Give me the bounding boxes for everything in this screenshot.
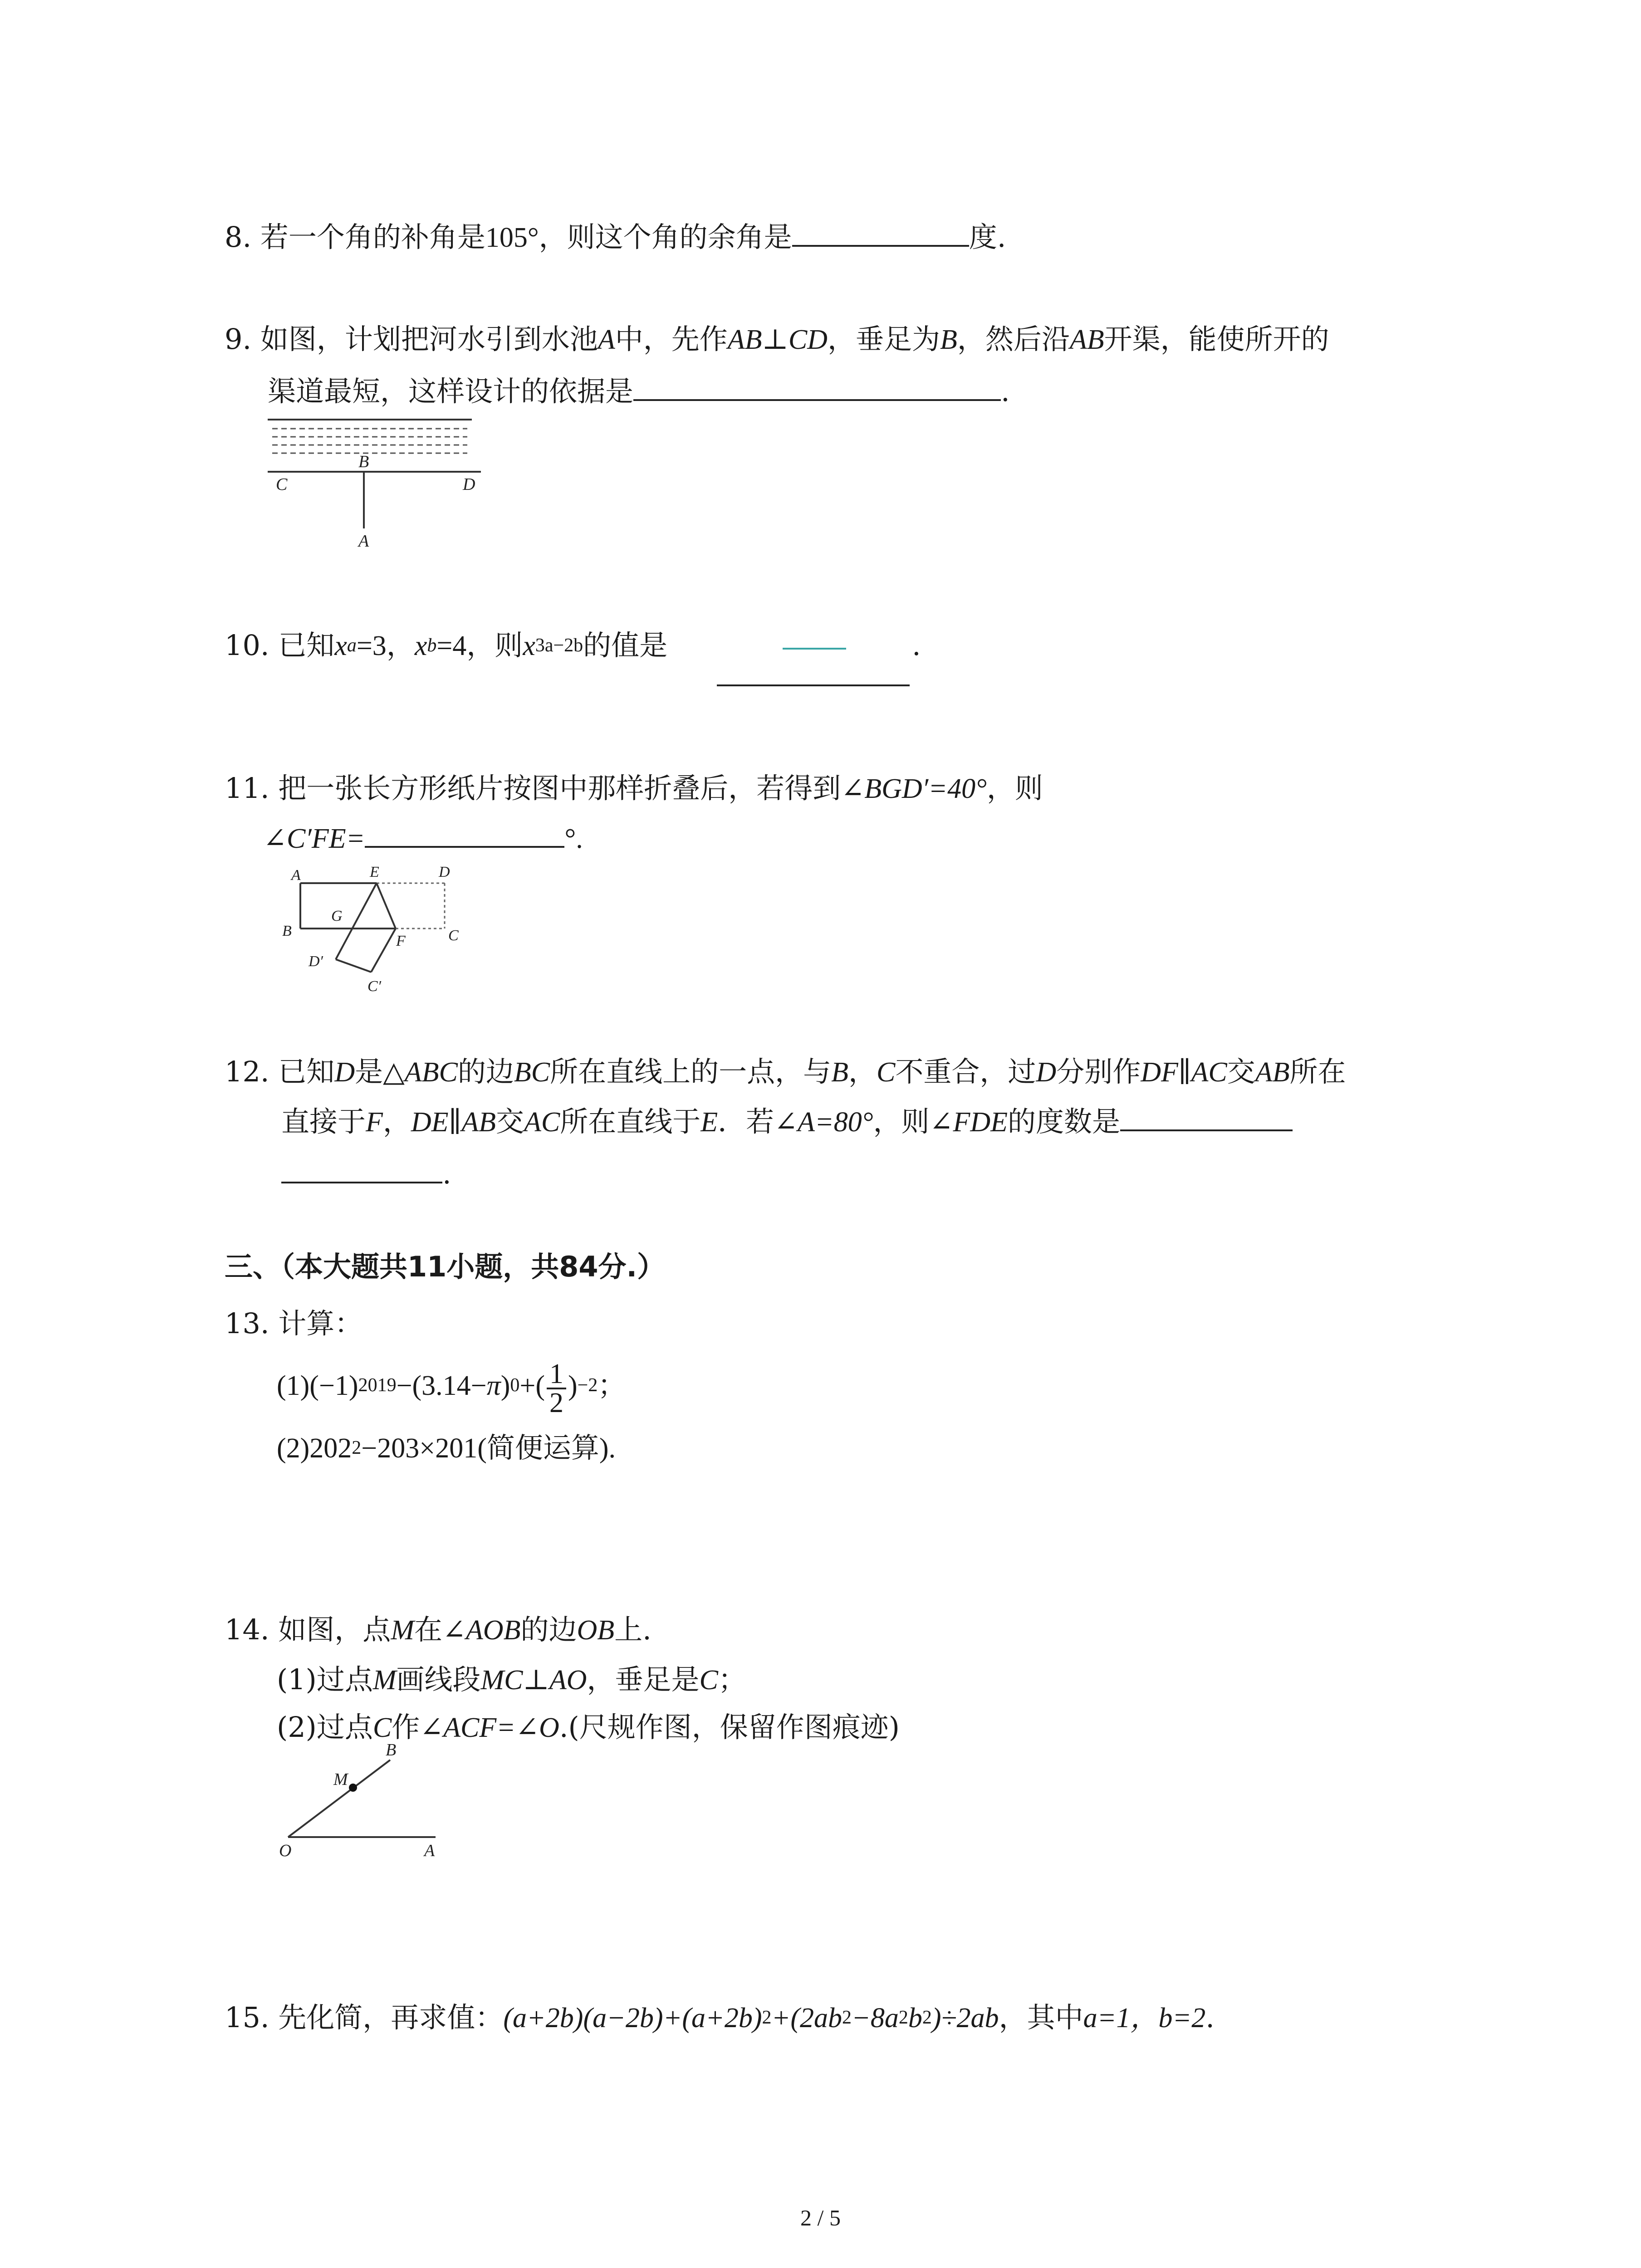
q10-exp-b: b bbox=[427, 635, 437, 656]
fig11-label-E: E bbox=[370, 864, 379, 880]
q12-l2a: 直接于 bbox=[281, 1105, 366, 1138]
q14-p1-d: ； bbox=[718, 1663, 746, 1696]
q8-text-c: 度. bbox=[969, 220, 1006, 254]
q12-l1f: 分别作 bbox=[1056, 1055, 1141, 1088]
q12-l1b: 是 bbox=[355, 1055, 383, 1088]
question-9-line-2 bbox=[268, 370, 1010, 413]
fig11-label-G: G bbox=[331, 908, 343, 924]
q13-p1-c: ) bbox=[500, 1370, 510, 1401]
q10-eq1: =3， bbox=[356, 631, 415, 661]
q14-angle-acf: ∠ACF=∠O bbox=[420, 1712, 559, 1743]
q14-OB: OB bbox=[577, 1615, 615, 1646]
q13-p1-exp2: 0 bbox=[510, 1375, 520, 1396]
q12-AC: AC bbox=[524, 1107, 560, 1138]
question-13-part-2 bbox=[277, 1427, 616, 1473]
q8-text-a: 8. 若一个角的补角是 bbox=[225, 220, 485, 254]
q12-df-parallel-ac: DF∥AC bbox=[1141, 1057, 1227, 1088]
q8-value: 105° bbox=[485, 222, 539, 253]
q13-p2-a: (2)202 bbox=[277, 1433, 352, 1464]
q14-mc-perp-ao: MC⊥AO bbox=[480, 1665, 587, 1696]
q12-C: C bbox=[877, 1057, 896, 1088]
question-12-line-1 bbox=[225, 1050, 1346, 1094]
q12-l1g: 交 bbox=[1227, 1055, 1255, 1088]
q13-pi: π bbox=[486, 1370, 501, 1401]
answer-blank-10[interactable] bbox=[717, 683, 910, 686]
q12-D: D bbox=[334, 1057, 355, 1088]
q9-mid1: 中，先作 bbox=[615, 323, 728, 356]
q15-b: ，其中 bbox=[999, 2001, 1083, 2034]
q14-p2-a: (2)过点 bbox=[277, 1711, 373, 1744]
q10-exp-a: a bbox=[347, 635, 357, 656]
q14-title-b: 在 bbox=[414, 1613, 442, 1646]
q14-p1-C: C bbox=[699, 1665, 718, 1696]
q9-line2: 渠道最短，这样设计的依据是 bbox=[268, 375, 634, 408]
q10-exp-3a-2b: 3a−2b bbox=[535, 635, 583, 656]
question-14-part-1 bbox=[277, 1658, 746, 1702]
q12-l2e: ．若 bbox=[718, 1105, 774, 1138]
q12-E: E bbox=[700, 1107, 718, 1138]
question-13-title bbox=[225, 1302, 362, 1345]
q12-B: B bbox=[831, 1057, 849, 1088]
q13-p1-exp3: −2 bbox=[577, 1375, 598, 1396]
answer-blank-12b[interactable] bbox=[281, 1154, 442, 1183]
q13-fraction bbox=[547, 1360, 566, 1417]
q12-l2c: 交 bbox=[495, 1105, 524, 1138]
q9-mid3: ，然后沿 bbox=[957, 323, 1070, 356]
q12-end: . bbox=[442, 1157, 451, 1190]
answer-blank-11[interactable] bbox=[365, 819, 564, 848]
q13-p1-d: +( bbox=[519, 1370, 545, 1401]
q11-end: °. bbox=[564, 823, 583, 854]
q14-title-c: 的边 bbox=[520, 1613, 577, 1646]
q8-text-b: ，则这个角的余角是 bbox=[539, 220, 792, 254]
q12-angle-a: ∠A=80° bbox=[774, 1107, 873, 1138]
q15-e1: 2 bbox=[762, 2007, 772, 2028]
question-8 bbox=[225, 215, 1006, 259]
q13-frac-num: 1 bbox=[547, 1360, 566, 1389]
q12-F: F bbox=[366, 1107, 383, 1138]
q9-end: . bbox=[1001, 375, 1010, 408]
q13-title: 13. 计算： bbox=[225, 1307, 363, 1340]
fig11-label-B: B bbox=[282, 923, 292, 939]
question-13-part-1 bbox=[277, 1356, 626, 1418]
q13-p1-e: ) bbox=[568, 1370, 578, 1401]
q15-expr4: b bbox=[908, 2003, 922, 2033]
fig11-label-F: F bbox=[396, 933, 406, 949]
q13-p1-exp1: 2019 bbox=[358, 1375, 397, 1396]
q14-p2-b: 作 bbox=[392, 1711, 420, 1744]
q13-p2-b: −203×201(简便运算). bbox=[361, 1433, 616, 1464]
q12-AB: AB bbox=[1255, 1057, 1290, 1088]
q9-text: 9. 如图，计划把河水引到水池 bbox=[225, 323, 598, 356]
q14-p1-a: (1)过点 bbox=[277, 1663, 373, 1696]
fig9-label-B: B bbox=[358, 452, 369, 471]
fig14-label-A: A bbox=[424, 1841, 435, 1860]
q12-l2d: 所在直线于 bbox=[560, 1105, 701, 1138]
q9-mid4: 开渠，能使所开的 bbox=[1104, 323, 1329, 356]
q14-p1-M: M bbox=[372, 1665, 397, 1696]
q9-B: B bbox=[940, 324, 957, 355]
q9-AB: AB bbox=[1069, 324, 1104, 355]
q12-triangle-abc: △ABC bbox=[383, 1057, 458, 1088]
fig14-label-M: M bbox=[333, 1770, 348, 1789]
q11-line1: 11. 把一张长方形纸片按图中那样折叠后，若得到 bbox=[225, 772, 841, 805]
q15-a: 15. 先化简，再求值： bbox=[225, 2001, 504, 2034]
q13-p1-a: (1)(−1) bbox=[277, 1370, 358, 1401]
fig14-label-B: B bbox=[386, 1740, 397, 1760]
page-number: 2 / 5 bbox=[800, 2205, 841, 2230]
q10-x2: x bbox=[414, 631, 427, 661]
q15-e3: 2 bbox=[898, 2007, 908, 2028]
q14-p1-c: ，垂足是 bbox=[587, 1663, 700, 1696]
q15-e2: 2 bbox=[842, 2007, 852, 2028]
q10-eq2: =4，则 bbox=[436, 631, 523, 661]
q12-D2: D bbox=[1036, 1057, 1057, 1088]
q12-l2g: 的度数是 bbox=[1008, 1105, 1121, 1138]
section-3-title: 三、（本大题共11小题，共84分.） bbox=[225, 1250, 666, 1283]
q11-angle2: ∠C′FE= bbox=[263, 823, 365, 854]
q15-expr3: −8a bbox=[852, 2003, 899, 2033]
question-10 bbox=[225, 624, 667, 671]
q13-p2-exp: 2 bbox=[352, 1437, 362, 1458]
q12-l1d: 所在直线上的一点，与 bbox=[550, 1055, 832, 1088]
fig14-label-O: O bbox=[279, 1841, 292, 1860]
answer-blank-8[interactable] bbox=[792, 218, 969, 247]
figure-folded-rectangle bbox=[277, 860, 531, 1005]
fig9-label-D: D bbox=[463, 475, 475, 494]
q12-angle-fde: ∠FDE bbox=[929, 1107, 1008, 1138]
q15-expr2: +(2ab bbox=[771, 2003, 843, 2033]
section-3-heading bbox=[225, 1245, 665, 1289]
question-12-line-3 bbox=[281, 1152, 451, 1196]
answer-blank-12a[interactable] bbox=[1120, 1102, 1293, 1131]
q15-e4: 2 bbox=[922, 2007, 932, 2028]
q13-p1-f: ； bbox=[598, 1370, 626, 1401]
fig9-label-A: A bbox=[358, 532, 369, 551]
q12-l2b: ， bbox=[382, 1105, 411, 1138]
q10-teal-mark bbox=[783, 648, 846, 650]
question-15 bbox=[225, 1996, 1215, 2043]
q14-p2-C: C bbox=[372, 1712, 392, 1743]
fig11-label-D-prime: D′ bbox=[309, 953, 323, 970]
q14-p1-b: 画线段 bbox=[396, 1663, 481, 1696]
q12-comma: ， bbox=[848, 1055, 877, 1088]
q13-frac-den: 2 bbox=[549, 1387, 563, 1418]
q12-l1h: 所在 bbox=[1289, 1055, 1346, 1088]
q15-vals: a=1，b=2 bbox=[1083, 2003, 1206, 2033]
question-14-title bbox=[225, 1608, 652, 1652]
q12-BC: BC bbox=[514, 1057, 550, 1088]
q10-x1: x bbox=[334, 631, 347, 661]
q15-expr5: )÷2ab bbox=[931, 2003, 999, 2033]
q14-p2-c: .(尺规作图，保留作图痕迹) bbox=[559, 1711, 900, 1744]
question-11-line-1 bbox=[225, 767, 1043, 811]
q10-end-dot: . bbox=[912, 629, 921, 662]
q12-de-parallel-ab: DE∥AB bbox=[411, 1107, 496, 1138]
question-9-line-1 bbox=[225, 318, 1329, 362]
answer-blank-9[interactable] bbox=[633, 372, 1001, 401]
q14-M: M bbox=[391, 1615, 414, 1646]
q15-expr1: (a+2b)(a−2b)+(a+2b) bbox=[503, 2003, 762, 2033]
question-12-line-2 bbox=[281, 1100, 1293, 1144]
fig11-label-A: A bbox=[291, 867, 301, 884]
q12-l1a: 12. 已知 bbox=[225, 1055, 335, 1088]
fig11-label-C-prime: C′ bbox=[367, 978, 382, 995]
fig11-label-D: D bbox=[439, 864, 450, 880]
q9-mid2: ，垂足为 bbox=[827, 323, 940, 356]
figure-angle-aob bbox=[272, 1737, 463, 1860]
q9-A: A bbox=[598, 324, 615, 355]
figure-river-canal bbox=[263, 411, 499, 556]
q10-text-b: 的值是 bbox=[583, 629, 668, 662]
q14-title-d: 上. bbox=[614, 1613, 652, 1646]
q12-l2f: ，则 bbox=[873, 1105, 930, 1138]
q14-angle-aob: ∠AOB bbox=[442, 1615, 521, 1646]
q15-end: . bbox=[1205, 2001, 1215, 2034]
q9-ab-perp-cd: AB⊥CD bbox=[727, 324, 828, 355]
q10-x3: x bbox=[523, 631, 535, 661]
question-11-line-2 bbox=[263, 816, 583, 860]
q12-l1c: 的边 bbox=[457, 1055, 514, 1088]
q10-text-a: 10. 已知 bbox=[225, 629, 335, 662]
fig11-label-C: C bbox=[448, 927, 459, 944]
fig9-label-C: C bbox=[276, 475, 288, 494]
q11-angle1: ∠BGD′=40° bbox=[841, 773, 987, 804]
q10-end bbox=[912, 624, 921, 667]
q12-l1e: 不重合，过 bbox=[895, 1055, 1036, 1088]
q11-then: ，则 bbox=[986, 772, 1043, 805]
q14-title-a: 14. 如图，点 bbox=[225, 1613, 391, 1646]
q13-p1-b: −(3.14− bbox=[396, 1370, 487, 1401]
